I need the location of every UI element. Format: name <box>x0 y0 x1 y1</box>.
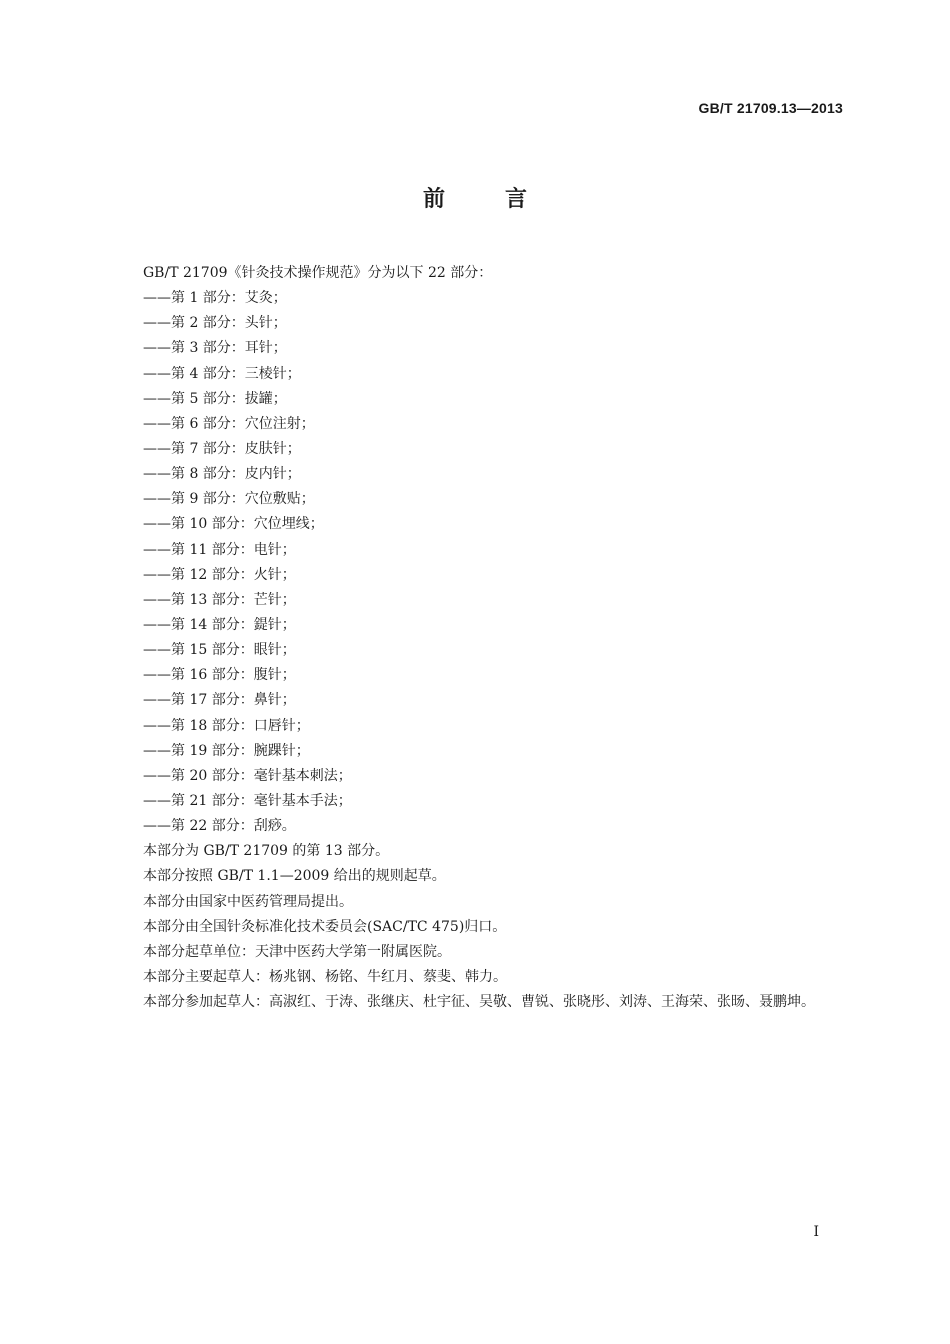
part-item: ——第 19 部分：腕踝针； <box>143 742 310 759</box>
part-item: ——第 2 部分：头针； <box>143 315 287 332</box>
part-item: ——第 7 部分：皮肤针； <box>143 440 301 457</box>
statement-paragraph: 本部分起草单位：天津中医药大学第一附属医院。 <box>143 943 451 960</box>
part-item: ——第 9 部分：穴位敷贴； <box>143 491 315 508</box>
part-item: ——第 18 部分：口唇针； <box>143 717 310 734</box>
part-item: ——第 17 部分：鼻针； <box>143 692 296 709</box>
part-item: ——第 16 部分：腹针； <box>143 667 296 684</box>
part-item: ——第 5 部分：拔罐； <box>143 390 287 407</box>
part-item: ——第 4 部分：三棱针； <box>143 365 301 382</box>
statement-paragraph: 本部分由国家中医药管理局提出。 <box>143 893 353 910</box>
part-item: ——第 21 部分：毫针基本手法； <box>143 792 352 809</box>
statement-paragraph: 本部分由全国针灸标准化技术委员会(SAC/TC 475)归口。 <box>143 918 507 935</box>
foreword-body <box>143 261 863 1015</box>
part-item: ——第 13 部分：芒针； <box>143 591 296 608</box>
page-number: I <box>813 1224 819 1240</box>
part-item: ——第 6 部分：穴位注射； <box>143 415 315 432</box>
part-item: ——第 20 部分：毫针基本刺法； <box>143 767 352 784</box>
part-item: ——第 15 部分：眼针； <box>143 642 296 659</box>
part-item: ——第 3 部分：耳针； <box>143 340 287 357</box>
part-item: ——第 22 部分：刮痧。 <box>143 818 296 835</box>
part-item: ——第 10 部分：穴位埋线； <box>143 516 324 533</box>
part-item: ——第 1 部分：艾灸； <box>143 290 287 307</box>
statement-paragraph: 本部分按照 GB/T 1.1—2009 给出的规则起草。 <box>143 868 446 885</box>
statement-paragraph: 本部分参加起草人：高淑红、于涛、张继庆、杜宇征、吴敬、曹锐、张晓彤、刘涛、王海荣、张旸、聂鹏坤。 <box>143 994 815 1011</box>
part-item: ——第 14 部分：鍉针； <box>143 616 296 633</box>
part-item: ——第 8 部分：皮内针； <box>143 466 301 483</box>
part-item: ——第 12 部分：火针； <box>143 566 296 583</box>
statement-paragraph: 本部分主要起草人：杨兆钢、杨铭、牛红月、蔡斐、韩力。 <box>143 968 507 985</box>
standard-code: GB/T 21709.13—2013 <box>698 100 843 116</box>
part-item: ——第 11 部分：电针； <box>143 541 296 558</box>
statement-paragraph: 本部分为 GB/T 21709 的第 13 部分。 <box>143 843 390 860</box>
intro-paragraph: GB/T 21709《针灸技术操作规范》分为以下 22 部分： <box>143 265 493 281</box>
page-title: 前言 <box>422 187 587 212</box>
